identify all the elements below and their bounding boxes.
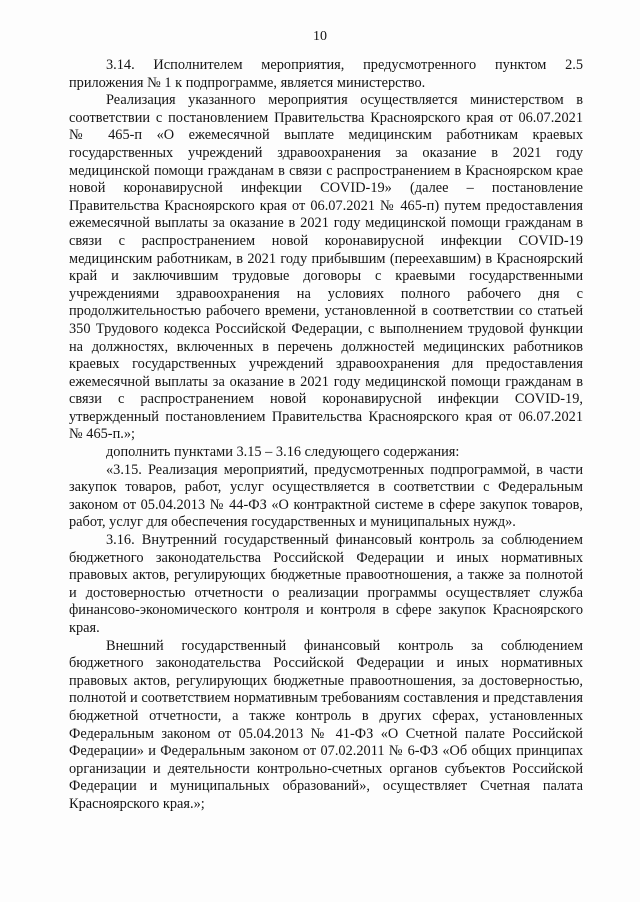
paragraph-supplement-instruction: дополнить пунктами 3.15 – 3.16 следующего содержания: <box>106 444 460 461</box>
paragraph-3-16: 3.16. Внутренний государственный финансовый контроль за соблюдением бюджетного законодательства Российской Федерации и иных нормативных правовых актов, регулирующих бюджетные правоотношения, а также за полнотой и достоверностью отчетности о реализации программы осуществляет служба финансово-экономического контроля и контроля в сфере закупок Красноярского края. <box>69 532 583 636</box>
paragraph-external-control: Внешний государственный финансовый контроль за соблюдением бюджетного законодательства Российской Федерации и иных нормативных правовых актов, регулирующих бюджетные правоотношения, за достоверностью, полнотой и соответствием нормативным требованиям составления и представления бюджетной отчетности, а также контроль в других сферах, установленных Федеральным законом от 05.04.2013 № 41-ФЗ «О Счетной палате Российской Федерации» и Федеральным законом от 07.02.2011 № 6-ФЗ «Об общих принципах организации и деятельности контрольно-счетных органов субъектов Российской Федерации и муниципальных образований», осуществляет Счетная палата Красноярского края.»; <box>69 637 583 812</box>
document-body <box>69 57 583 814</box>
paragraph-3-14: 3.14. Исполнителем мероприятия, предусмотренного пунктом 2.5 приложения № 1 к подпрограмме, является министерство. <box>69 57 583 91</box>
paragraph-implementation-465p: Реализация указанного мероприятия осуществляется министерством в соответствии с постановлением Правительства Красноярского края от 06.07.2021 № 465-п «О ежемесячной выплате медицинским работникам краевых государственных учреждений здравоохранения за оказание в 2021 году медицинской помощи гражданам в связи с распространением в Красноярском крае новой коронавирусной инфекции COVID-19» (далее – постановление Правительства Красноярского края от 06.07.2021 № 465-п) путем предоставления ежемесячной выплаты за оказание в 2021 году медицинской помощи гражданам в связи с распространением новой коронавирусной инфекции COVID-19 медицинским работникам, в 2021 году прибывшим (переехавшим) в Красноярский край и заключившим трудовые договоры с краевыми государственными учреждениями здравоохранения на условиях полного рабочего дня с продолжительностью рабочего времени, установленной в соответствии со статьей 350 Трудового кодекса Российской Федерации, с выполнением трудовой функции на должностях, включенных в перечень должностей медицинских работников краевых государственных учреждений здравоохранения для предоставления ежемесячной выплаты за оказание в 2021 году медицинской помощи гражданам в связи с распространением новой коронавирусной инфекции COVID-19, утвержденный постановлением Правительства Красноярского края от 06.07.2021 № 465-п.»; <box>69 92 583 443</box>
paragraph-3-15: «3.15. Реализация мероприятий, предусмотренных подпрограммой, в части закупок товаров, работ, услуг осуществляется в соответствии с Федеральным законом от 05.04.2013 № 44-ФЗ «О контрактной системе в сфере закупок товаров, работ, услуг для обеспечения государственных и муниципальных нужд». <box>69 461 583 531</box>
page-number: 10 <box>313 29 327 44</box>
